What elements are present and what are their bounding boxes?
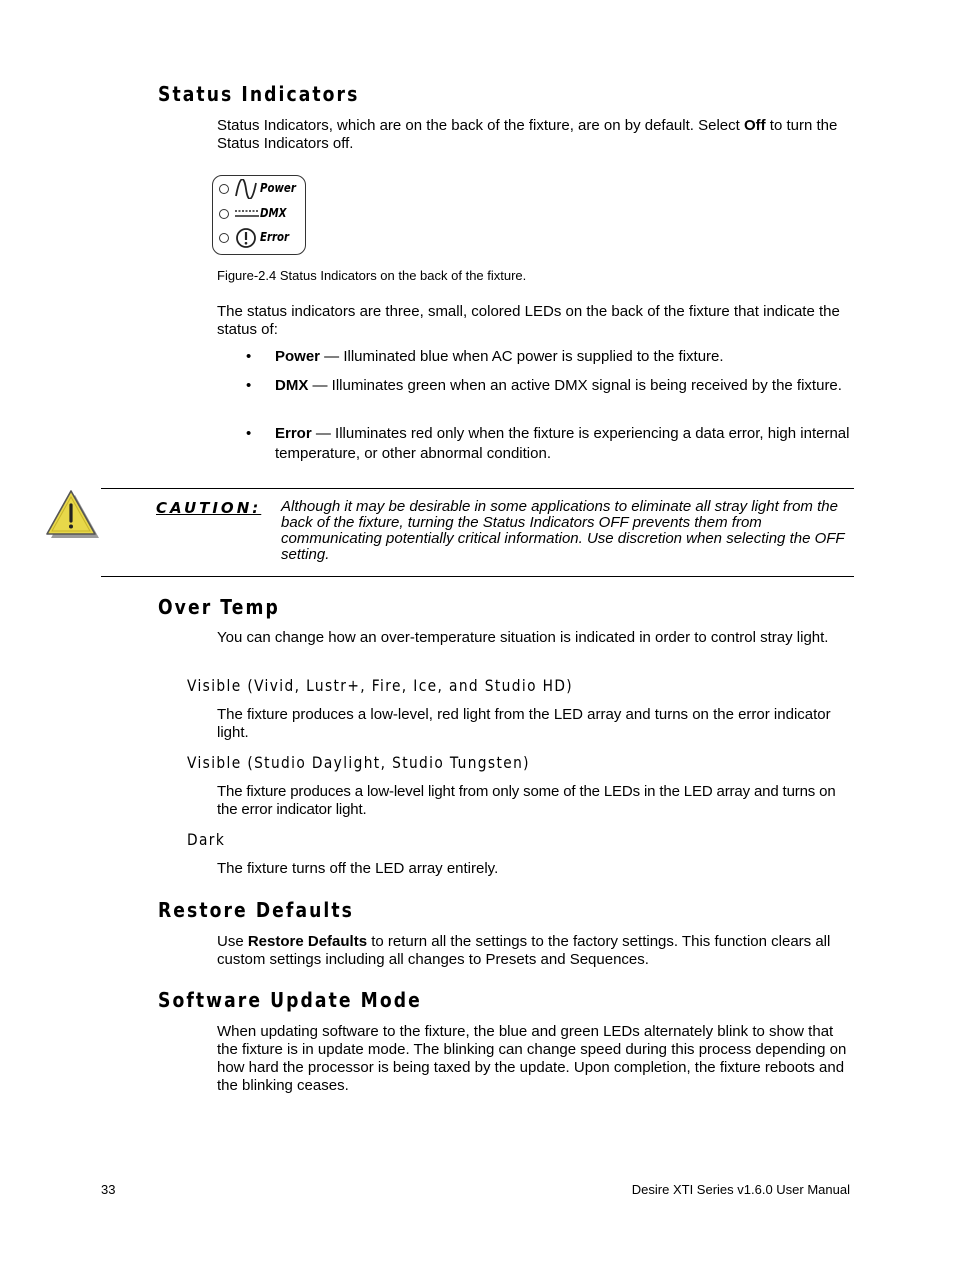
bullet-marker: • — [246, 425, 252, 442]
indicator-power — [219, 179, 303, 199]
dark-text: The fixture turns off the LED array entirely. — [217, 860, 499, 877]
figure-caption: Figure-2.4 Status Indicators on the back of the fixture. — [217, 268, 527, 283]
exclamation-circle-icon — [235, 227, 257, 249]
subheading-visible-studio: Visible (Studio Daylight, Studio Tungsten) — [187, 753, 530, 772]
status-indicator-figure — [212, 175, 306, 255]
list-item-power: Power — Illuminated blue when AC power is supplied to the fixture. — [275, 348, 724, 365]
visible-vivid-text: The fixture produces a low-level, red light from the LED array and turns on the error indicator light. — [217, 706, 831, 741]
bullet-marker: • — [246, 348, 252, 365]
power-led — [219, 184, 229, 194]
dmx-label: DMX — [260, 206, 287, 220]
subheading-visible-vivid: Visible (Vivid, Lustr+, Fire, Ice, and Studio HD) — [187, 676, 574, 695]
status-intro-paragraph: Status Indicators, which are on the back of the fixture, are on by default. Select Off to turn the Status Indicators off. — [217, 117, 838, 152]
list-item-error: Error — Illuminates red only when the fixture is experiencing a data error, high internal temperature, or other abnormal condition. — [275, 425, 850, 462]
caution-text: Although it may be desirable in some applications to eliminate all stray light from the back of the fixture, turning the Status Indicators OFF prevents them from communicating potentially critical information. Use discretion when selecting the OFF setting. — [281, 498, 845, 563]
heading-restore-defaults: Restore Defaults — [158, 898, 354, 922]
visible-studio-text: The fixture produces a low-level light from only some of the LEDs in the LED array and turns on the error indicator light. — [217, 783, 836, 818]
indicator-error — [219, 228, 303, 248]
bullet-marker: • — [246, 377, 252, 394]
dmx-led — [219, 209, 229, 219]
caution-bottom-rule — [101, 576, 854, 577]
software-update-text: When updating software to the fixture, the blue and green LEDs alternately blink to show that the fixture is in update mode. The blinking can change speed during this process depending on how hard the processor is being taxed by the update. Upon completion, the fixture reboots and the blinking ceases. — [217, 1023, 847, 1094]
status-paragraph-2: The status indicators are three, small, colored LEDs on the back of the fixture that indicate the status of: — [217, 303, 840, 338]
page-number: 33 — [101, 1182, 116, 1197]
dmx-signal-icon — [234, 208, 260, 220]
caution-label: CAUTION: — [156, 499, 262, 517]
heading-software-update-mode: Software Update Mode — [158, 988, 422, 1012]
error-led — [219, 233, 229, 243]
heading-over-temp: Over Temp — [158, 595, 280, 619]
over-temp-intro: You can change how an over-temperature situation is indicated in order to control stray light. — [217, 629, 829, 646]
restore-defaults-text: Use Restore Defaults to return all the settings to the factory settings. This function clears all custom settings including all changes to Presets and Sequences. — [217, 933, 831, 968]
indicator-dmx — [219, 204, 303, 224]
error-label: Error — [260, 230, 290, 244]
sine-wave-icon — [234, 179, 258, 199]
subheading-dark: Dark — [187, 830, 226, 849]
heading-status-indicators: Status Indicators — [158, 82, 360, 106]
manual-title: Desire XTI Series v1.6.0 User Manual — [631, 1182, 850, 1197]
caution-top-rule — [101, 488, 854, 489]
warning-triangle-icon — [46, 488, 100, 540]
power-label: Power — [260, 181, 296, 195]
list-item-dmx: DMX — Illuminates green when an active DMX signal is being received by the fixture. — [275, 377, 842, 394]
